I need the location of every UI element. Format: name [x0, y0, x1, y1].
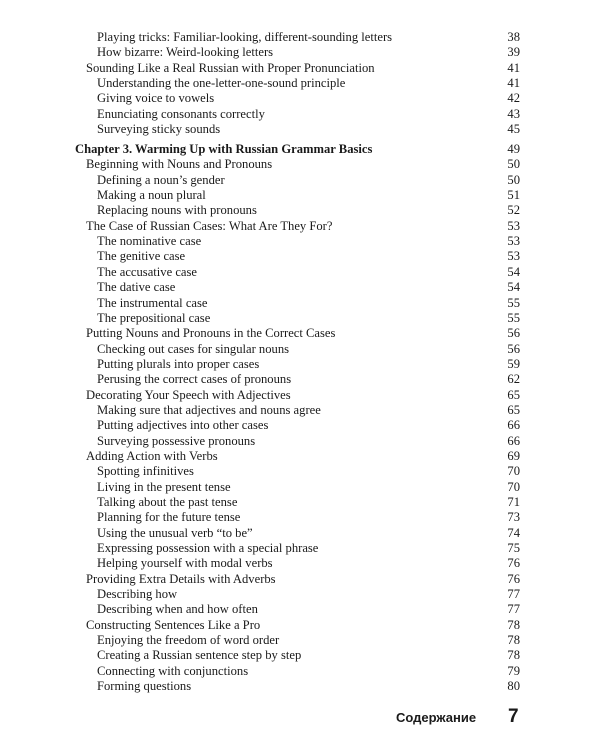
toc-subsection-entry: [0, 296, 600, 311]
toc-entry-title: Enjoying the freedom of word order: [97, 633, 280, 648]
toc-entry-page: 77: [507, 602, 520, 617]
toc-entry-page: 41: [507, 76, 520, 91]
toc-entry-page: 80: [507, 679, 520, 694]
toc-subsection-entry: [0, 265, 600, 280]
toc-entry-title: Giving voice to vowels: [97, 91, 215, 106]
toc-entry-title: Putting plurals into proper cases: [97, 356, 260, 371]
toc-entry-title: Describing when and how often: [97, 602, 258, 617]
toc-subsection-entry: [0, 342, 600, 357]
toc-entry-title: Adding Action with Verbs: [86, 448, 218, 463]
toc-entry-title: Playing tricks: Familiar-looking, different-sounding letters: [97, 30, 393, 44]
toc-entry-page: 65: [507, 402, 520, 417]
toc-subsection-entry: [0, 188, 600, 203]
toc-entry-page: 54: [507, 264, 520, 279]
table-of-contents: [0, 30, 600, 694]
toc-entry-page: 66: [507, 418, 520, 433]
toc-subsection-entry: [0, 173, 600, 188]
page-footer: [0, 706, 600, 730]
toc-entry-title: Replacing nouns with pronouns: [97, 203, 257, 218]
toc-entry-page: 41: [507, 60, 520, 75]
toc-entry-page: 45: [507, 122, 520, 137]
toc-subsection-entry: [0, 495, 600, 510]
toc-entry-page: 50: [507, 157, 520, 172]
toc-subsection-entry: [0, 76, 600, 91]
toc-entry-title: Putting adjectives into other cases: [97, 418, 269, 433]
toc-entry-title: Understanding the one-letter-one-sound principle: [97, 76, 346, 91]
toc-entry-page: 53: [507, 249, 520, 264]
toc-subsection-entry: [0, 464, 600, 479]
toc-entry-title: The Case of Russian Cases: What Are They For?: [86, 218, 333, 233]
toc-entry-title: Chapter 3. Warming Up with Russian Grammar Basics: [75, 142, 373, 157]
toc-subsection-entry: [0, 91, 600, 106]
toc-subsection-entry: [0, 107, 600, 122]
toc-entry-title: The instrumental case: [97, 295, 208, 310]
toc-entry-title: Constructing Sentences Like a Pro: [86, 617, 261, 632]
toc-entry-page: 69: [507, 448, 520, 463]
toc-entry-title: Creating a Russian sentence step by step: [97, 648, 302, 663]
toc-entry-title: Connecting with conjunctions: [97, 663, 249, 678]
toc-entry-title: Living in the present tense: [97, 479, 231, 494]
toc-entry-page: 76: [507, 556, 520, 571]
toc-subsection-entry: [0, 633, 600, 648]
toc-entry-title: Using the unusual verb “to be”: [97, 525, 253, 540]
toc-section-entry: [0, 618, 600, 633]
toc-entry-title: Helping yourself with modal verbs: [97, 556, 273, 571]
toc-subsection-entry: [0, 372, 600, 387]
toc-entry-title: Planning for the future tense: [97, 510, 241, 525]
toc-subsection-entry: [0, 510, 600, 525]
toc-section-entry: [0, 157, 600, 172]
toc-entry-page: 43: [507, 106, 520, 121]
toc-subsection-entry: [0, 434, 600, 449]
toc-subsection-entry: [0, 203, 600, 218]
toc-entry-title: Surveying possessive pronouns: [97, 433, 256, 448]
toc-entry-title: Making a noun plural: [97, 188, 206, 203]
toc-subsection-entry: [0, 403, 600, 418]
toc-subsection-entry: [0, 418, 600, 433]
toc-section-entry: [0, 61, 600, 76]
toc-section-entry: [0, 219, 600, 234]
toc-entry-title: Perusing the correct cases of pronouns: [97, 372, 292, 387]
toc-entry-page: 78: [507, 648, 520, 663]
toc-subsection-entry: [0, 30, 600, 45]
toc-entry-title: Defining a noun’s gender: [97, 172, 225, 187]
toc-subsection-entry: [0, 602, 600, 617]
toc-entry-page: 59: [507, 356, 520, 371]
toc-entry-page: 78: [507, 633, 520, 648]
toc-subsection-entry: [0, 679, 600, 694]
toc-entry-page: 51: [507, 188, 520, 203]
toc-entry-title: Beginning with Nouns and Pronouns: [86, 157, 273, 172]
toc-entry-page: 75: [507, 541, 520, 555]
toc-entry-page: 66: [507, 433, 520, 448]
toc-entry-page: 53: [507, 218, 520, 233]
toc-subsection-entry: [0, 648, 600, 663]
toc-entry-title: The accusative case: [97, 264, 197, 279]
toc-subsection-entry: [0, 664, 600, 679]
toc-entry-page: 52: [507, 203, 520, 218]
toc-entry-page: 54: [507, 280, 520, 295]
toc-section-entry: [0, 388, 600, 403]
toc-subsection-entry: [0, 122, 600, 137]
toc-entry-title: Spotting infinitives: [97, 464, 194, 479]
toc-subsection-entry: [0, 556, 600, 571]
toc-entry-title: The nominative case: [97, 234, 202, 249]
toc-subsection-entry: [0, 249, 600, 264]
toc-entry-page: 70: [507, 464, 520, 479]
toc-section-entry: [0, 326, 600, 341]
toc-subsection-entry: [0, 234, 600, 249]
toc-entry-page: 50: [507, 172, 520, 187]
toc-entry-title: Checking out cases for singular nouns: [97, 341, 290, 356]
toc-entry-page: 62: [507, 372, 520, 387]
toc-entry-title: Enunciating consonants correctly: [97, 106, 265, 121]
toc-entry-page: 73: [507, 510, 520, 525]
toc-entry-page: 56: [507, 326, 520, 341]
toc-subsection-entry: [0, 311, 600, 326]
toc-entry-title: Forming questions: [97, 679, 192, 694]
toc-entry-title: Providing Extra Details with Adverbs: [86, 571, 276, 586]
toc-entry-title: The genitive case: [97, 249, 186, 264]
toc-entry-page: 74: [507, 525, 520, 540]
toc-entry-page: 55: [507, 295, 520, 310]
toc-entry-page: 56: [507, 341, 520, 356]
toc-entry-page: 38: [507, 30, 520, 44]
page-number: 7: [508, 706, 519, 727]
toc-entry-page: 78: [507, 617, 520, 632]
toc-entry-page: 53: [507, 234, 520, 249]
toc-subsection-entry: [0, 480, 600, 495]
toc-entry-page: 77: [507, 587, 520, 602]
toc-entry-title: Sounding Like a Real Russian with Proper Pronunciation: [86, 60, 375, 75]
toc-entry-page: 79: [507, 663, 520, 678]
toc-subsection-entry: [0, 280, 600, 295]
toc-entry-page: 49: [507, 142, 520, 157]
toc-subsection-entry: [0, 541, 600, 556]
toc-entry-title: Describing how: [97, 587, 178, 602]
toc-subsection-entry: [0, 357, 600, 372]
toc-entry-page: 76: [507, 571, 520, 586]
toc-entry-page: 70: [507, 479, 520, 494]
toc-entry-title: How bizarre: Weird-looking letters: [97, 45, 274, 60]
toc-section-entry: [0, 449, 600, 464]
toc-entry-title: Expressing possession with a special phrase: [97, 541, 319, 555]
toc-entry-title: Talking about the past tense: [97, 494, 238, 509]
running-footer-title: Содержание: [396, 710, 477, 725]
toc-entry-title: Decorating Your Speech with Adjectives: [86, 387, 291, 402]
toc-subsection-entry: [0, 526, 600, 541]
toc-section-entry: [0, 572, 600, 587]
toc-entry-title: Surveying sticky sounds: [97, 122, 221, 137]
toc-entry-title: The prepositional case: [97, 310, 211, 325]
toc-entry-page: 55: [507, 310, 520, 325]
toc-entry-title: Putting Nouns and Pronouns in the Correct Cases: [86, 326, 336, 341]
toc-entry-page: 39: [507, 45, 520, 60]
toc-entry-title: Making sure that adjectives and nouns agree: [97, 402, 321, 417]
toc-entry-title: The dative case: [97, 280, 176, 295]
toc-entry-page: 42: [507, 91, 520, 106]
toc-chapter-entry: [0, 141, 600, 157]
toc-subsection-entry: [0, 587, 600, 602]
toc-subsection-entry: [0, 45, 600, 60]
toc-entry-page: 65: [507, 387, 520, 402]
toc-entry-page: 71: [507, 494, 520, 509]
